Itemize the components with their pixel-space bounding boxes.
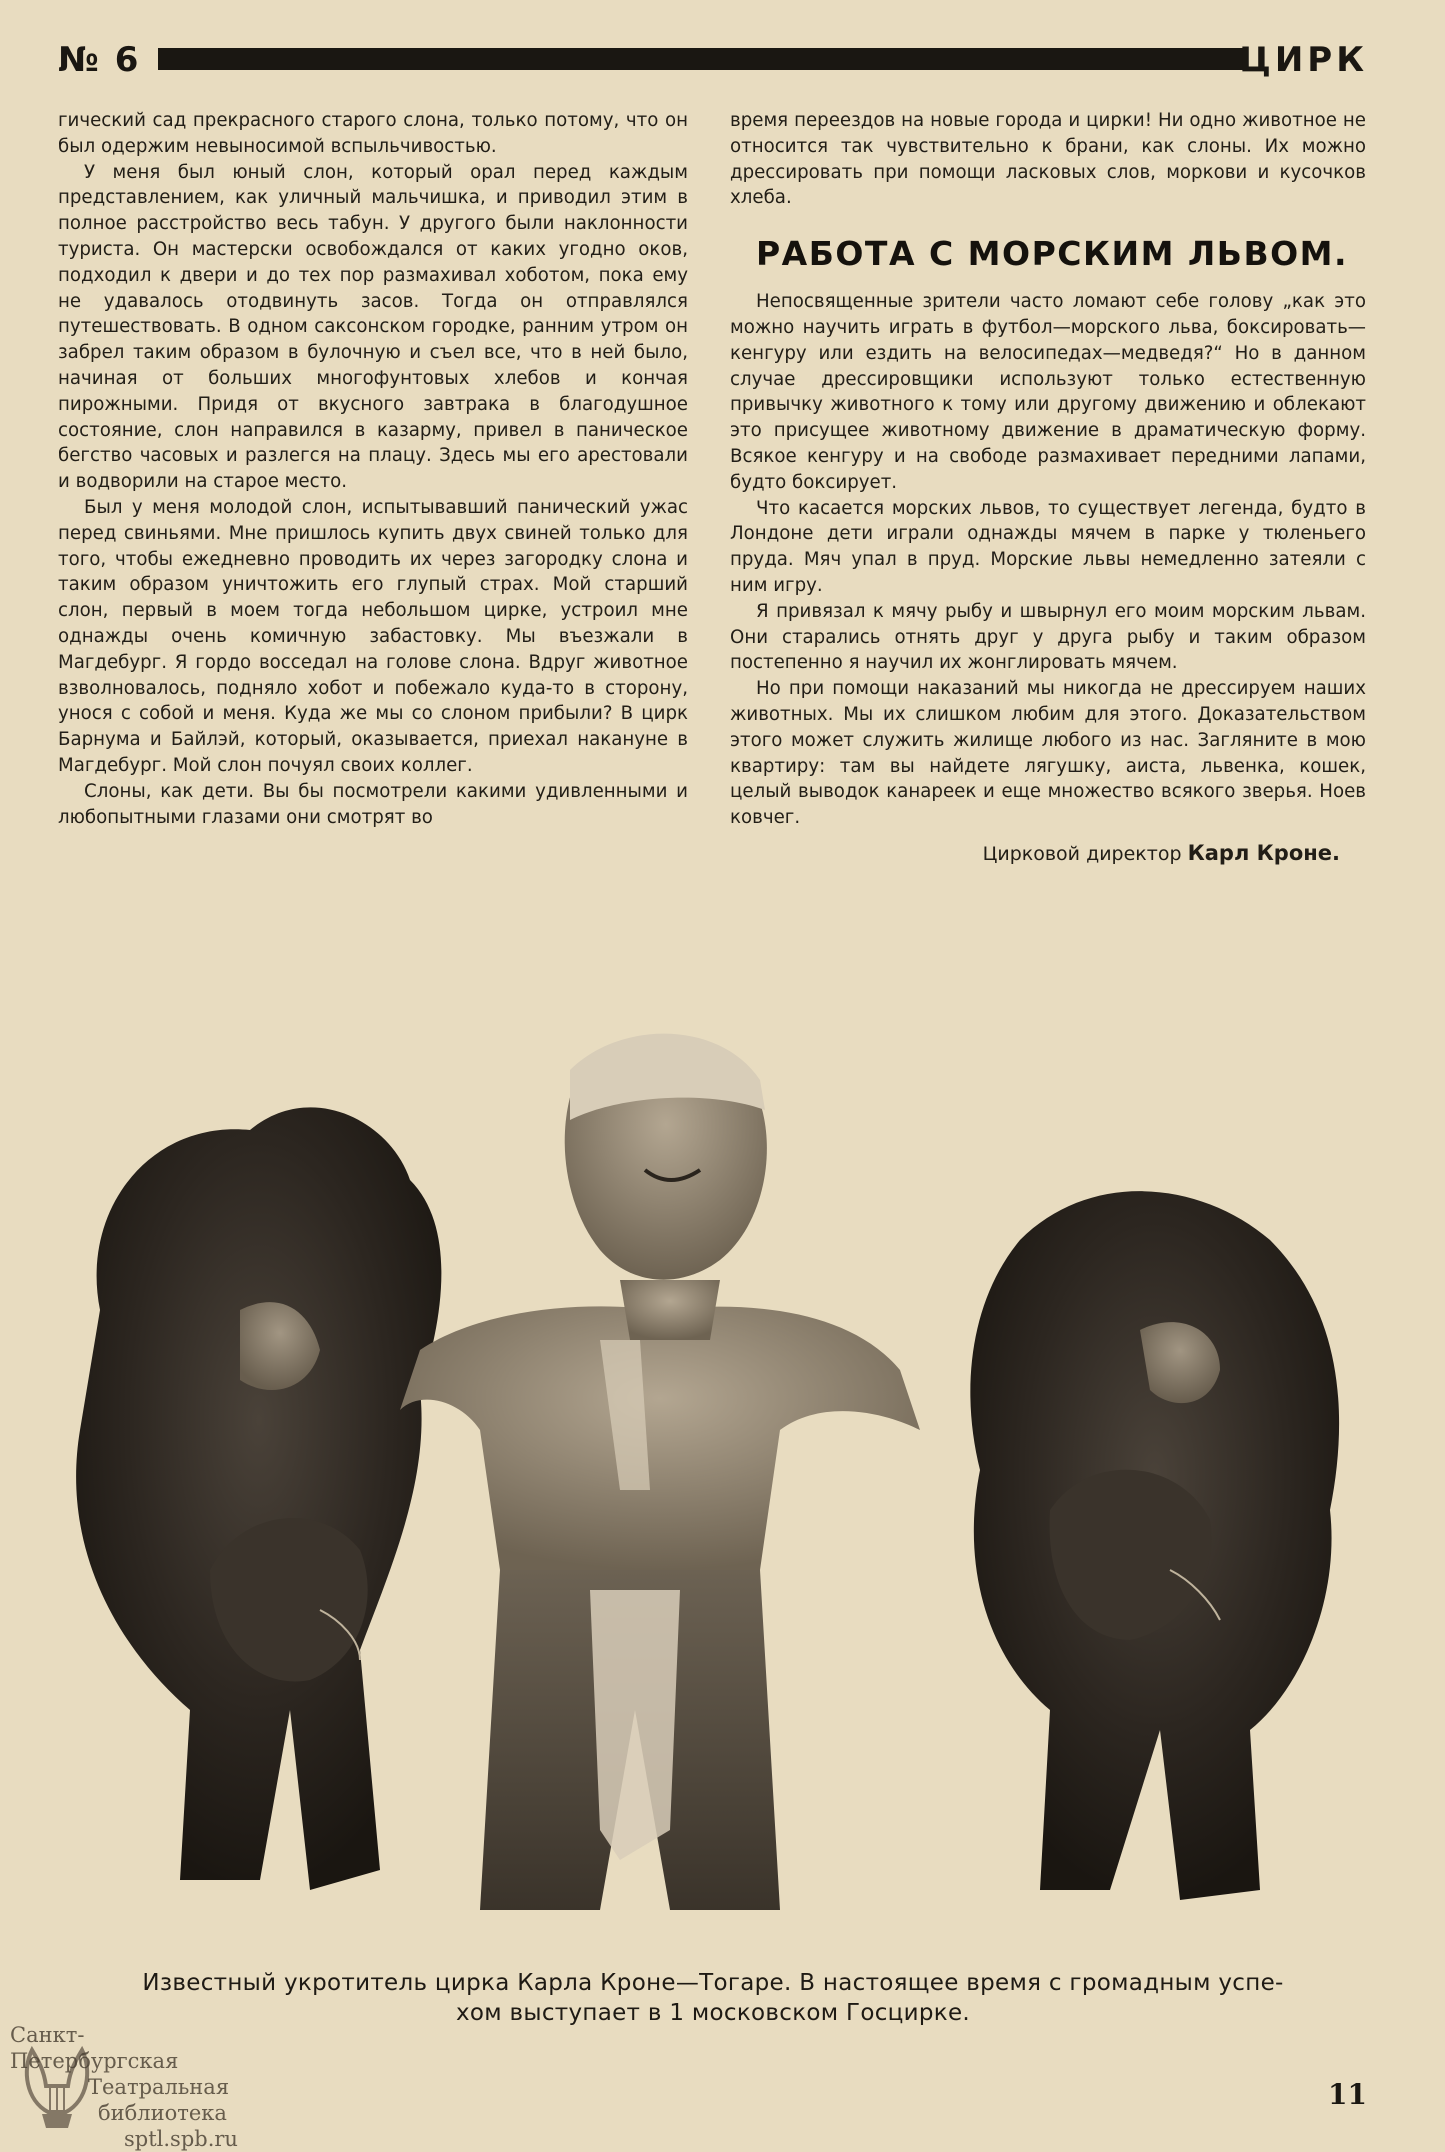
caption-line: Известный укротитель цирка Карла Кроне—Тогаре. В настоящее время с громадным успе- [142,1970,1284,1996]
caption-line: хом выступает в 1 московском Госцирке. [455,2000,971,2026]
signature-role: Цирковой директор [982,842,1182,865]
tamer-figure [400,1034,920,1910]
photo-illustration [60,1010,1370,1940]
left-column [58,108,688,830]
right-column [730,108,1366,868]
paragraph: У меня был юный слон, который орал перед каждым представлением, как уличный мальчишка, и приводил этим в полное расстройство весь табун. У другого были наклонности туриста. Он мастерски освобождался от каких угодно оков, подходил к двери и до тех пор размахивал хоботом, пока ему не удавалось отодвинуть засов. Тогда он отправлялся путешествовать. В одном саксонском городке, ранним утром он забрел таким образом в булочную и съел все, что в ней было, начиная от больших многофунтовых хлебов и кончая пирожными. Придя от вкусного завтрака в благодушное состояние, слон направился в казарму, привел в паническое бегство часовых и разлегся на плацу. Здесь мы его арестовали и водворили на старое место. [58,161,688,493]
stamp-line: sptl.spb.ru [124,2127,238,2151]
paragraph: Что касается морских львов, то существует легенда, будто в Лондоне дети играли однажды мячем в парке у тюленьего пруда. Мяч упал в пруд. Морские львы немедленно затеяли с ним игру. [730,497,1366,596]
paragraph: Непосвященные зрители часто ломают себе голову „как это можно научить играть в футбол—морского льва, боксировать—кенгуру или ездить на велосипедах—медведя?“ Но в данном случае дрессировщики используют только естественную привычку животного к тому или другому движению и облекают это присущее животному движение в драматическую форму. Всякое кенгуру и на свободе размахивает передними лапами, будто боксирует. [730,291,1366,493]
signature-name: Карл Кроне. [1187,840,1340,865]
page-header [58,38,1368,82]
section-title: РАБОТА С МОРСКИМ ЛЬВОМ. [756,234,1349,274]
stamp-line: библиотека [98,2101,227,2125]
paragraph: гический сад прекрасного старого слона, только потому, что он был одержим невыносимой вспыльчивостью. [58,110,688,157]
stamp-line: Санкт-Петербургская [10,2023,179,2073]
article-signature [730,841,1366,868]
left-lion [76,1107,441,1890]
issue-number: № 6 [58,40,141,80]
paragraph: Слоны, как дети. Вы бы посмотрели какими удивленными и любопытными глазами они смотрят во [58,780,688,828]
paragraph: Был у меня молодой слон, испытывавший панический ужас перед свиньями. Мне пришлось купить двух свиней только для того, чтобы ежедневно проводить их через загородку слона и таким образом уничтожить его глупый страх. Мой старший слон, первый в моем тогда небольшом цирке, устроил мне однажды очень комичную забастовку. Мы въезжали в Магдебург. Я гордо восседал на голове слона. Вдруг животное взволновалось, подняло хобот и побежало куда-то в сторону, унося с собой и меня. Куда же мы со слоном прибыли? В цирк Барнума и Байлэй, который, оказывается, приехал накануне в Магдебург. Мой слон почуял своих коллег. [58,496,688,776]
paragraph: время переездов на новые города и цирки! Ни одно животное не относится так чувствительно к брани, как слоны. Их можно дрессировать при помощи ласковых слов, моркови и кусочков хлеба. [730,110,1366,209]
stamp-line: Театральная [88,2075,230,2099]
paragraph: Я привязал к мячу рыбу и швырнул его моим морским львам. Они старались отнять друг у друга рыбу и таким образом постепенно я научил их жонглировать мячем. [730,600,1366,674]
right-lion [970,1191,1339,1900]
paragraph: Но при помощи наказаний мы никогда не дрессируем наших животных. Мы их слишком любим для этого. Доказательством этого может служить жилище любого из нас. Загляните в мою квартиру: там вы найдете лягушку, аиста, львенка, кошек, целый выводок канареек и еще множество всякого зверья. Ноев ковчег. [730,678,1366,829]
library-watermark [10,2022,250,2151]
page-number: 11 [1328,2078,1367,2111]
header-rule [158,48,1244,70]
lion-tamer-photo [60,1010,1370,1940]
magazine-title: ЦИРК [1239,40,1368,80]
photo-caption [58,1968,1368,2028]
